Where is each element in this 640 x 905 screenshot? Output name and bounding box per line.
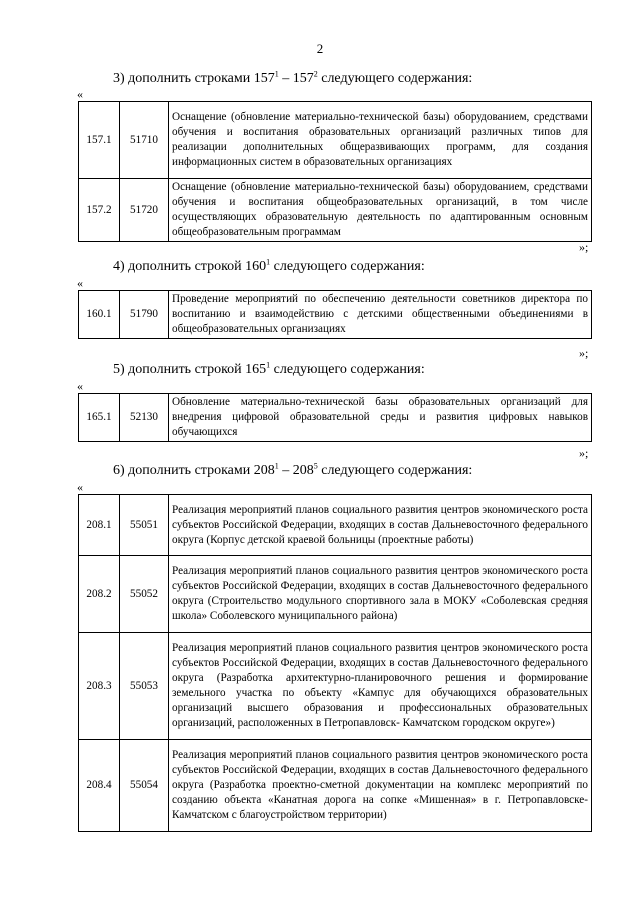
section-3-close-quote: »; bbox=[579, 240, 589, 254]
row-number: 208.1 bbox=[79, 495, 120, 556]
row-code: 51720 bbox=[120, 179, 169, 242]
table-row bbox=[79, 179, 592, 242]
row-text: Обновление материально-технической базы образовательных организаций для внедрения цифровой образовательной среды и развития цифровых навыков обучающихся bbox=[169, 394, 592, 442]
row-number: 165.1 bbox=[79, 394, 120, 442]
row-code: 55054 bbox=[120, 740, 169, 832]
row-number: 160.1 bbox=[79, 291, 120, 339]
row-code: 51790 bbox=[120, 291, 169, 339]
section-5-open-quote: « bbox=[77, 379, 83, 393]
section-4-open-quote: « bbox=[77, 276, 83, 290]
section-3-heading: 3) дополнить строками $157^1 - 157^2$ следующего содержания: bbox=[113, 69, 473, 86]
table-row bbox=[79, 102, 592, 179]
row-text: Оснащение (обновление материально-технической базы) оборудованием, средствами обучения и воспитания образовательных организаций различных типов для реализации дополнительных общеразвивающих программ, для создания информационных систем в образовательных организациях bbox=[169, 102, 592, 179]
section-3-table bbox=[78, 101, 592, 242]
table-row bbox=[79, 740, 592, 832]
row-text: Реализация мероприятий планов социального развития центров экономического роста субъектов Российской Федерации, входящих в состав Дальневосточного федерального округа (Строительство модульного спортивного зала в МОКУ «Соболевская средняя школа» Соболевского муниципального района) bbox=[169, 556, 592, 633]
section-4-close-quote: »; bbox=[579, 346, 589, 360]
row-text: Реализация мероприятий планов социального развития центров экономического роста субъектов Российской Федерации, входящих в состав Дальневосточного федерального округа (Корпус детской краевой больницы (проектные работы) bbox=[169, 495, 592, 556]
row-text: Реализация мероприятий планов социального развития центров экономического роста субъектов Российской Федерации, входящих в состав Дальневосточного федерального округа (Разработка проектно-сметной документации на комплекс мероприятий по созданию объекта «Канатная дорога на сопке «Мишенная» в г. Петропавловске-Камчатском с благоустройством территории) bbox=[169, 740, 592, 832]
section-6-table bbox=[78, 494, 592, 832]
table-row bbox=[79, 495, 592, 556]
section-6-open-quote: « bbox=[77, 480, 83, 494]
row-code: 55052 bbox=[120, 556, 169, 633]
section-6-heading: 6) дополнить строками $208^1 - 208^5$ следующего содержания: bbox=[113, 461, 473, 478]
section-4-heading: 4) дополнить строкой $160^1$ следующего содержания: bbox=[113, 257, 425, 274]
row-text: Реализация мероприятий планов социального развития центров экономического роста субъектов Российской Федерации, входящих в состав Дальневосточного федерального округа (Разработка архитектурно-планировочного решения и формирование земельного участка по объекту «Кампус для обучающихся образовательных организаций высшего образования и профессиональных образовательных организаций, расположенных в Петропавловск- Камчатском городском округе») bbox=[169, 633, 592, 740]
row-number: 157.2 bbox=[79, 179, 120, 242]
row-text: Оснащение (обновление материально-технической базы) оборудованием, средствами обучения и воспитания общеобразовательных организаций, в том числе осуществляющих образовательную деятельность по адаптированным основным общеобразовательным программам bbox=[169, 179, 592, 242]
table-row bbox=[79, 556, 592, 633]
row-number: 157.1 bbox=[79, 102, 120, 179]
row-number: 208.3 bbox=[79, 633, 120, 740]
row-code: 52130 bbox=[120, 394, 169, 442]
table-row bbox=[79, 291, 592, 339]
section-4-table bbox=[78, 290, 592, 339]
row-code: 51710 bbox=[120, 102, 169, 179]
table-row bbox=[79, 633, 592, 740]
row-text: Проведение мероприятий по обеспечению деятельности советников директора по воспитанию и взаимодействию с детскими общественными объединениями в общеобразовательных организациях bbox=[169, 291, 592, 339]
section-5-close-quote: »; bbox=[579, 446, 589, 460]
table-row bbox=[79, 394, 592, 442]
section-5-heading: 5) дополнить строкой $165^1$ следующего содержания: bbox=[113, 360, 425, 377]
row-code: 55051 bbox=[120, 495, 169, 556]
row-number: 208.2 bbox=[79, 556, 120, 633]
row-code: 55053 bbox=[120, 633, 169, 740]
section-5-table bbox=[78, 393, 592, 442]
row-number: 208.4 bbox=[79, 740, 120, 832]
section-3-open-quote: « bbox=[77, 87, 83, 101]
page-number: 2 bbox=[316, 41, 324, 56]
